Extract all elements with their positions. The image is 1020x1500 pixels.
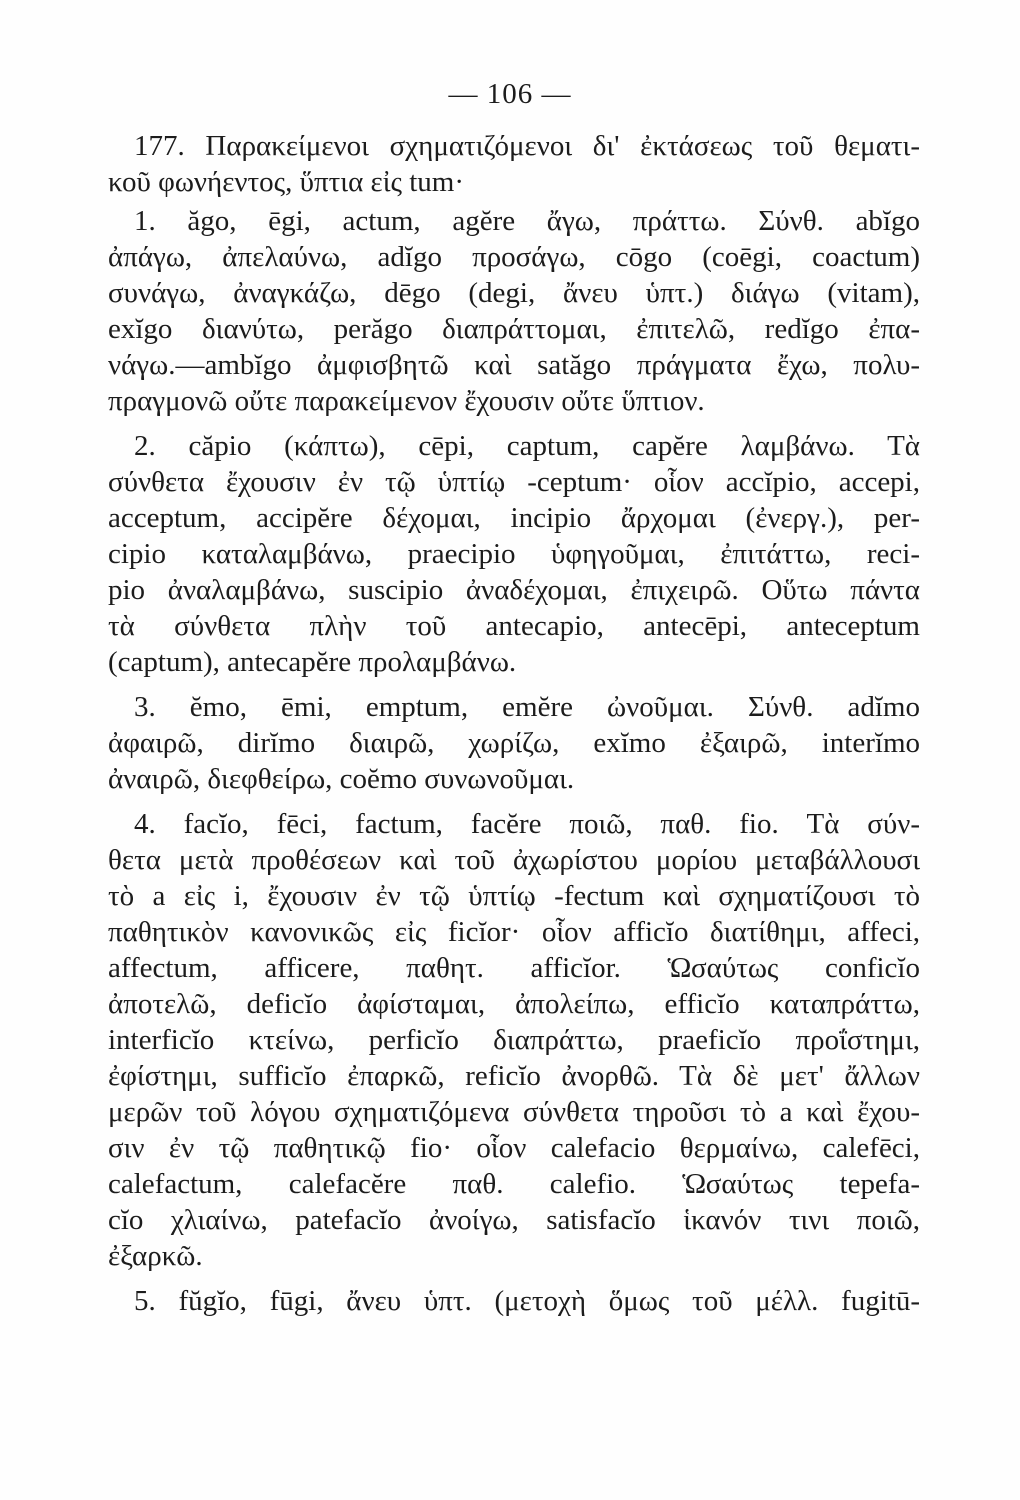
paragraph-177 <box>108 128 920 200</box>
text-line: 4. facĭo, fēci, factum, facĕre ποιῶ, παθ. fio. Τὰ σύν- <box>134 808 920 840</box>
text-line: (captum), antecapĕre προλαμβάνω. <box>108 646 517 678</box>
text-line: 1. ăgo, ēgi, actum, agĕre ἄγω, πράττω. Σύνθ. abĭgo <box>134 205 920 237</box>
text-line: κοῦ φωνήεντος, ὕπτια εἰς tum· <box>108 166 465 198</box>
text-line: νάγω.—ambĭgo ἀμφισβητῶ καὶ satăgo πράγματα ἔχω, πολυ- <box>108 349 920 381</box>
text-line: exĭgo διανύτω, perăgo διαπράττομαι, ἐπιτελῶ, redĭgo ἐπα- <box>108 313 920 345</box>
text-line: calefactum, calefacĕre παθ. calefio. Ὡσαύτως tepefa- <box>108 1168 920 1200</box>
text-line: affectum, afficere, παθητ. afficĭor. Ὡσαύτως conficĭo <box>108 952 920 984</box>
text-line: pio ἀναλαμβάνω, suscipio ἀναδέχομαι, ἐπιχειρῶ. Οὕτω πάντα <box>108 574 920 606</box>
text-line: ἀπάγω, ἀπελαύνω, adĭgo προσάγω, cōgo (coēgi, coactum) <box>108 241 920 273</box>
text-line: 2. căpio (κάπτω), cēpi, captum, capĕre λαμβάνω. Τὰ <box>134 430 920 462</box>
text-line: ἐξαρκῶ. <box>108 1240 203 1272</box>
text-line: ἀφαιρῶ, dirĭmo διαιρῶ, χωρίζω, exĭmo ἐξαιρῶ, interĭmo <box>108 727 920 759</box>
text-line: acceptum, accipĕre δέχομαι, incipio ἄρχομαι (ἐνεργ.), per- <box>108 502 920 534</box>
text-line: συνάγω, ἀναγκάζω, dēgo (degi, ἄνευ ὑπτ.) διάγω (vitam), <box>108 277 920 309</box>
text-body <box>108 128 920 1319</box>
paragraph-2-capio <box>108 428 920 680</box>
text-line: πραγμονῶ οὔτε παρακείμενον ἔχουσιν οὔτε ὕπτιον. <box>108 385 705 417</box>
text-line: παθητικὸν κανονικῶς εἰς ficĭor· οἷον afficĭo διατίθημι, affeci, <box>108 916 920 948</box>
text-line: τὰ σύνθετα πλὴν τοῦ antecapio, antecēpi, anteceptum <box>108 610 920 642</box>
text-line: cipio καταλαμβάνω, praecipio ὑφηγοῦμαι, ἐπιτάττω, reci- <box>108 538 920 570</box>
text-line: σιν ἐν τῷ παθητικῷ fio· οἷον calefacio θερμαίνω, calefēci, <box>108 1132 920 1164</box>
text-line: 3. ĕmo, ēmi, emptum, emĕre ὠνοῦμαι. Σύνθ. adĭmo <box>134 691 920 723</box>
paragraph-5-fugio <box>108 1283 920 1319</box>
text-line: μερῶν τοῦ λόγου σχηματιζόμενα σύνθετα τηροῦσι τὸ a καὶ ἔχου- <box>108 1096 920 1128</box>
text-line: ἀποτελῶ, deficĭo ἀφίσταμαι, ἀπολείπω, efficĭo καταπράττω, <box>108 988 920 1020</box>
paragraph-1-ago <box>108 203 920 419</box>
text-line: θετα μετὰ προθέσεων καὶ τοῦ ἀχωρίστου μορίου μεταβάλλουσι <box>108 844 920 876</box>
paragraph-3-emo <box>108 689 920 797</box>
text-line: ἀναιρῶ, διεφθείρω, coĕmo συνωνοῦμαι. <box>108 763 575 795</box>
page-number: — 106 — <box>448 78 572 110</box>
text-line: σύνθετα ἔχουσιν ἐν τῷ ὑπτίῳ -ceptum· οἷον accĭpio, accepi, <box>108 466 920 498</box>
text-line: interficĭo κτείνω, perficĭo διαπράττω, praeficĭo προΐστημι, <box>108 1024 920 1056</box>
text-line: τὸ a εἰς i, ἔχουσιν ἐν τῷ ὑπτίῳ -fectum καὶ σχηματίζουσι τὸ <box>108 880 920 912</box>
text-line: cĭo χλιαίνω, patefacĭo ἀνοίγω, satisfacĭo ἱκανόν τινι ποιῶ, <box>108 1204 920 1236</box>
text-line: 177. Παρακείμενοι σχηματιζόμενοι δι' ἐκτάσεως τοῦ θεματι- <box>134 130 920 162</box>
paragraph-4-facio <box>108 806 920 1274</box>
text-line: ἐφίστημι, sufficĭo ἐπαρκῶ, reficĭo ἀνορθῶ. Τὰ δὲ μετ' ἄλλων <box>108 1060 920 1092</box>
text-line: 5. fŭgĭo, fūgi, ἄνευ ὑπτ. (μετοχὴ ὅμως τοῦ μέλλ. fugitū- <box>134 1285 920 1317</box>
